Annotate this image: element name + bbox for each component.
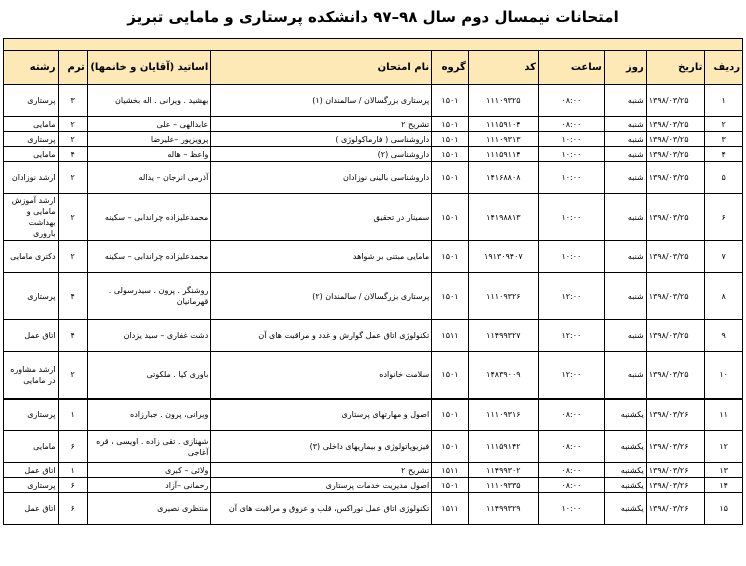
cell-goroh: ۱۵۰۱	[432, 241, 469, 273]
header-term: ترم	[58, 51, 87, 85]
cell-reshte: اتاق عمل	[4, 463, 59, 478]
cell-rooz: شنبه	[604, 162, 646, 194]
cell-goroh: ۱۵۰۱	[432, 399, 469, 431]
cell-goroh: ۱۵۰۱	[432, 194, 469, 241]
cell-tarikh: ۱۳۹۸/۰۳/۲۵	[646, 117, 705, 132]
cell-term: ۲	[58, 241, 87, 273]
cell-asatid: عابدالهی – علی	[87, 117, 211, 132]
cell-saat: ۱۰:۰۰	[538, 194, 604, 241]
cell-goroh: ۱۵۱۱	[432, 493, 469, 525]
cell-code: ۱۴۱۹۸۸۱۳	[468, 194, 538, 241]
cell-code: ۱۱۴۹۹۳۰۲	[468, 463, 538, 478]
cell-radif: ۸	[705, 273, 743, 320]
cell-term: ۳	[58, 85, 87, 117]
cell-radif: ۶	[705, 194, 743, 241]
cell-reshte: اتاق عمل	[4, 493, 59, 525]
header-asatid: اساتید (آقایان و خانمها)	[87, 51, 211, 85]
cell-saat: ۰۸:۰۰	[538, 399, 604, 431]
header-rooz: روز	[604, 51, 646, 85]
cell-rooz: شنبه	[604, 85, 646, 117]
cell-rooz: یکشنبه	[604, 399, 646, 431]
cell-nam: اصول مدیریت خدمات پرستاری	[211, 478, 432, 493]
cell-code: ۱۱۱۰۹۳۳۵	[468, 478, 538, 493]
cell-term: ۱	[58, 399, 87, 431]
cell-code: ۱۱۱۰۹۳۲۵	[468, 85, 538, 117]
table-row	[4, 241, 743, 273]
cell-term: ۴	[58, 320, 87, 352]
header-radif: ردیف	[705, 51, 743, 85]
cell-rooz: شنبه	[604, 194, 646, 241]
cell-saat: ۱۰:۰۰	[538, 162, 604, 194]
table-row	[4, 352, 743, 399]
cell-radif: ۷	[705, 241, 743, 273]
cell-nam: فیزیوپاتولوژی و بیماریهای داخلی (۳)	[211, 431, 432, 463]
cell-saat: ۰۸:۰۰	[538, 463, 604, 478]
cell-tarikh: ۱۳۹۸/۰۳/۲۵	[646, 241, 705, 273]
cell-tarikh: ۱۳۹۸/۰۳/۲۵	[646, 162, 705, 194]
cell-nam: تکنولوژی اتاق عمل توراکس، قلب و عروق و مراقبت های آن	[211, 493, 432, 525]
cell-nam: مامایی مبتنی بر شواهد	[211, 241, 432, 273]
cell-radif: ۱۰	[705, 352, 743, 399]
table-row	[4, 493, 743, 525]
cell-reshte: پرستاری	[4, 132, 59, 147]
cell-tarikh: ۱۳۹۸/۰۳/۲۶	[646, 399, 705, 431]
table-header-row	[4, 51, 743, 85]
cell-reshte: پرستاری	[4, 273, 59, 320]
cell-saat: ۱۲:۰۰	[538, 352, 604, 399]
cell-code: ۱۱۱۵۹۱۴۲	[468, 431, 538, 463]
cell-reshte: مامایی	[4, 147, 59, 162]
table-row	[4, 147, 743, 162]
cell-asatid: محمدعلیزاده چراندابی – سکینه	[87, 194, 211, 241]
cell-radif: ۴	[705, 147, 743, 162]
cell-goroh: ۱۵۰۱	[432, 85, 469, 117]
cell-asatid: ولائی – کبری	[87, 463, 211, 478]
table-row	[4, 431, 743, 463]
cell-asatid: شهنازی . تقی زاده . اویسی ، قره آغاجی	[87, 431, 211, 463]
cell-radif: ۳	[705, 132, 743, 147]
cell-code: ۱۱۱۰۹۳۱۳	[468, 132, 538, 147]
cell-radif: ۹	[705, 320, 743, 352]
cell-code: ۱۱۱۵۹۱۱۴	[468, 147, 538, 162]
cell-rooz: یکشنبه	[604, 493, 646, 525]
header-goroh: گروه	[432, 51, 469, 85]
cell-tarikh: ۱۳۹۸/۰۳/۲۶	[646, 478, 705, 493]
cell-saat: ۱۰:۰۰	[538, 493, 604, 525]
cell-asatid: دشت غفاری – سید یزدان	[87, 320, 211, 352]
cell-saat: ۰۸:۰۰	[538, 431, 604, 463]
cell-reshte: ارشد مشاوره در مامایی	[4, 352, 59, 399]
table-row	[4, 117, 743, 132]
cell-saat: ۱۲:۰۰	[538, 273, 604, 320]
cell-asatid: واعظ – هاله	[87, 147, 211, 162]
cell-goroh: ۱۵۰۱	[432, 352, 469, 399]
cell-radif: ۵	[705, 162, 743, 194]
exam-schedule-table	[3, 50, 743, 525]
cell-code: ۱۱۴۹۹۳۲۹	[468, 493, 538, 525]
cell-term: ۴	[58, 273, 87, 320]
cell-code: ۱۱۱۰۹۳۲۶	[468, 273, 538, 320]
cell-asatid: رحمانی –آزاد	[87, 478, 211, 493]
cell-code: ۱۴۱۶۸۸۰۸	[468, 162, 538, 194]
cell-reshte: دکتری مامایی	[4, 241, 59, 273]
cell-goroh: ۱۵۰۱	[432, 478, 469, 493]
cell-rooz: شنبه	[604, 117, 646, 132]
cell-saat: ۰۸:۰۰	[538, 117, 604, 132]
cell-term: ۶	[58, 478, 87, 493]
cell-nam: اصول و مهارتهای پرستاری	[211, 399, 432, 431]
cell-asatid: روشنگر . پرون . سیدرسولی . قهرمانیان	[87, 273, 211, 320]
table-row	[4, 399, 743, 431]
header-tarikh: تاریخ	[646, 51, 705, 85]
cell-tarikh: ۱۳۹۸/۰۳/۲۵	[646, 320, 705, 352]
cell-rooz: یکشنبه	[604, 431, 646, 463]
cell-code: ۱۴۸۳۹۰۰۹	[468, 352, 538, 399]
page-title: امتحانات نیمسال دوم سال ۹۸–۹۷ دانشکده پرستاری و مامایی تبریز	[127, 8, 619, 26]
cell-tarikh: ۱۳۹۸/۰۳/۲۵	[646, 132, 705, 147]
cell-tarikh: ۱۳۹۸/۰۳/۲۶	[646, 493, 705, 525]
cell-radif: ۱۱	[705, 399, 743, 431]
cell-goroh: ۱۵۰۱	[432, 117, 469, 132]
cell-nam: تکنولوژی اتاق عمل گوارش و غدد و مراقبت های آن	[211, 320, 432, 352]
cell-nam: داروشناسی بالینی نوزادان	[211, 162, 432, 194]
cell-reshte: ارشد آموزش مامایی و بهداشت باروری	[4, 194, 59, 241]
cell-term: ۴	[58, 147, 87, 162]
cell-asatid: منتظری نصیری	[87, 493, 211, 525]
cell-asatid: بهشید . ویرانی . اله بخشیان	[87, 85, 211, 117]
cell-radif: ۱۲	[705, 431, 743, 463]
cell-tarikh: ۱۳۹۸/۰۳/۲۵	[646, 194, 705, 241]
cell-radif: ۱	[705, 85, 743, 117]
cell-rooz: یکشنبه	[604, 463, 646, 478]
cell-saat: ۱۰:۰۰	[538, 241, 604, 273]
cell-reshte: مامایی	[4, 431, 59, 463]
cell-code: ۱۱۱۰۹۳۱۶	[468, 399, 538, 431]
cell-asatid: باوری کیا . ملکوتی	[87, 352, 211, 399]
cell-radif: ۲	[705, 117, 743, 132]
header-saat: ساعت	[538, 51, 604, 85]
cell-radif: ۱۵	[705, 493, 743, 525]
cell-nam: پرستاری بزرگسالان / سالمندان (۲)	[211, 273, 432, 320]
cell-goroh: ۱۵۰۱	[432, 132, 469, 147]
cell-reshte: پرستاری	[4, 478, 59, 493]
cell-nam: تشریح ۲	[211, 117, 432, 132]
cell-nam: داروشناسی ( فارماکولوژی )	[211, 132, 432, 147]
cell-asatid: آذرمی انرجان – یداله	[87, 162, 211, 194]
cell-radif: ۱۳	[705, 463, 743, 478]
cell-asatid: محمدعلیزاده چراندابی – سکینه	[87, 241, 211, 273]
cell-saat: ۰۸:۰۰	[538, 85, 604, 117]
cell-term: ۲	[58, 132, 87, 147]
cell-saat: ۱۲:۰۰	[538, 320, 604, 352]
table-row	[4, 85, 743, 117]
header-nam: نام امتحان	[211, 51, 432, 85]
header-band	[3, 38, 743, 50]
cell-rooz: شنبه	[604, 241, 646, 273]
cell-reshte: ارشد نوزادان	[4, 162, 59, 194]
cell-asatid: ویرانی، پرون . جبارزاده	[87, 399, 211, 431]
cell-term: ۲	[58, 162, 87, 194]
cell-nam: سلامت خانواده	[211, 352, 432, 399]
cell-goroh: ۱۵۰۱	[432, 431, 469, 463]
cell-tarikh: ۱۳۹۸/۰۳/۲۵	[646, 85, 705, 117]
cell-reshte: پرستاری	[4, 85, 59, 117]
cell-tarikh: ۱۳۹۸/۰۳/۲۶	[646, 463, 705, 478]
table-row	[4, 162, 743, 194]
cell-goroh: ۱۵۰۱	[432, 273, 469, 320]
cell-nam: پرستاری بزرگسالان / سالمندان (۱)	[211, 85, 432, 117]
cell-rooz: یکشنبه	[604, 478, 646, 493]
cell-rooz: شنبه	[604, 273, 646, 320]
cell-saat: ۰۸:۰۰	[538, 478, 604, 493]
table-row	[4, 273, 743, 320]
cell-goroh: ۱۵۱۱	[432, 463, 469, 478]
cell-goroh: ۱۵۰۱	[432, 147, 469, 162]
cell-rooz: شنبه	[604, 352, 646, 399]
header-code: کد	[468, 51, 538, 85]
cell-nam: داروشناسی (۲)	[211, 147, 432, 162]
cell-goroh: ۱۵۱۱	[432, 320, 469, 352]
cell-reshte: پرستاری	[4, 399, 59, 431]
cell-tarikh: ۱۳۹۸/۰۳/۲۵	[646, 352, 705, 399]
table-row	[4, 194, 743, 241]
cell-saat: ۱۰:۰۰	[538, 132, 604, 147]
header-reshte: رشته	[4, 51, 59, 85]
cell-term: ۲	[58, 194, 87, 241]
cell-reshte: مامایی	[4, 117, 59, 132]
cell-term: ۲	[58, 352, 87, 399]
cell-tarikh: ۱۳۹۸/۰۳/۲۵	[646, 273, 705, 320]
cell-code: ۱۱۴۹۹۳۲۷	[468, 320, 538, 352]
cell-rooz: شنبه	[604, 320, 646, 352]
table-row	[4, 320, 743, 352]
cell-tarikh: ۱۳۹۸/۰۳/۲۵	[646, 147, 705, 162]
cell-goroh: ۱۵۰۱	[432, 162, 469, 194]
cell-code: ۱۱۱۵۹۱۰۴	[468, 117, 538, 132]
cell-term: ۶	[58, 493, 87, 525]
cell-saat: ۱۰:۰۰	[538, 147, 604, 162]
cell-term: ۲	[58, 117, 87, 132]
cell-nam: سمینار در تحقیق	[211, 194, 432, 241]
cell-code: ۱۹۱۳۰۹۴۰۷	[468, 241, 538, 273]
cell-term: ۱	[58, 463, 87, 478]
cell-nam: تشریح ۲	[211, 463, 432, 478]
cell-asatid: پرویزپور –علیرضا	[87, 132, 211, 147]
table-row	[4, 478, 743, 493]
cell-reshte: اتاق عمل	[4, 320, 59, 352]
cell-radif: ۱۴	[705, 478, 743, 493]
cell-term: ۶	[58, 431, 87, 463]
cell-rooz: شنبه	[604, 147, 646, 162]
table-row	[4, 132, 743, 147]
cell-tarikh: ۱۳۹۸/۰۳/۲۶	[646, 431, 705, 463]
cell-rooz: شنبه	[604, 132, 646, 147]
table-row	[4, 463, 743, 478]
